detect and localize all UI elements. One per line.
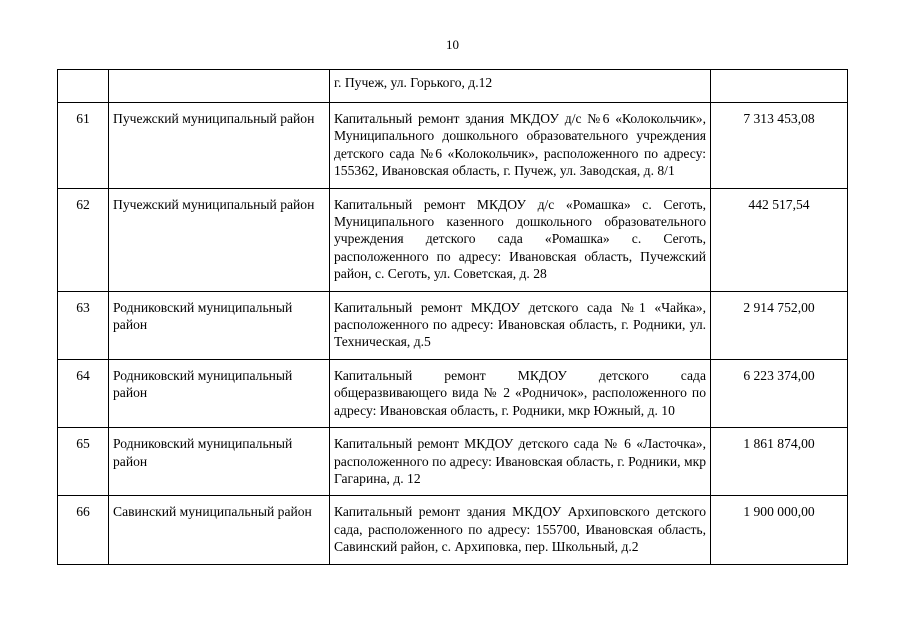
cell-number: 61 xyxy=(58,103,109,189)
cell-number: 66 xyxy=(58,496,109,564)
cell-description: Капитальный ремонт здания МКДОУ д/с №6 «Колокольчик», Муниципального дошкольного образовательного учреждения детского сада №6 «Колокольчик», расположенного по адресу: 155362, Ивановская область, г. Пучеж, ул. Заводская, д. 8/1 xyxy=(330,103,711,189)
cell-district: Родниковский муниципальный район xyxy=(109,428,330,496)
cell-amount: 6 223 374,00 xyxy=(711,359,848,427)
cell-number: 64 xyxy=(58,359,109,427)
cell-description: Капитальный ремонт МКДОУ д/с «Ромашка» с. Сеготь, Муниципального казенного дошкольного образовательного учреждения детского сада «Ромашка» с. Сеготь, расположенного по адресу: Ивановская область, Пучежский район, с. Сеготь, ул. Советская, д. 28 xyxy=(330,188,711,291)
cell-amount: 7 313 453,08 xyxy=(711,103,848,189)
cell-amount: 1 861 874,00 xyxy=(711,428,848,496)
table-row xyxy=(58,496,848,564)
cell-district: Родниковский муниципальный район xyxy=(109,359,330,427)
page-number: 10 xyxy=(446,37,459,52)
table-row-continuation xyxy=(58,70,848,103)
table-row xyxy=(58,103,848,189)
cell-amount xyxy=(711,70,848,103)
cell-description: Капитальный ремонт МКДОУ детского сада № 6 «Ласточка», расположенного по адресу: Ивановская область, г. Родники, мкр Гагарина, д. 12 xyxy=(330,428,711,496)
cell-description: Капитальный ремонт МКДОУ детского сада №1 «Чайка», расположенного по адресу: Ивановская область, г. Родники, ул. Техническая, д.5 xyxy=(330,291,711,359)
cell-district xyxy=(109,70,330,103)
cell-number: 63 xyxy=(58,291,109,359)
cell-description: Капитальный ремонт МКДОУ детского сада общеразвивающего вида № 2 «Родничок», расположенного по адресу: Ивановская область, г. Родники, мкр Южный, д. 10 xyxy=(330,359,711,427)
table-row xyxy=(58,428,848,496)
table-row xyxy=(58,359,848,427)
cell-amount: 2 914 752,00 xyxy=(711,291,848,359)
cell-amount: 1 900 000,00 xyxy=(711,496,848,564)
cell-description: Капитальный ремонт здания МКДОУ Архиповского детского сада, расположенного по адресу: 155700, Ивановская область, Савинский район, с. Архиповка, пер. Школьный, д.2 xyxy=(330,496,711,564)
table-row xyxy=(58,291,848,359)
cell-district: Пучежский муниципальный район xyxy=(109,103,330,189)
cell-number: 62 xyxy=(58,188,109,291)
cell-amount: 442 517,54 xyxy=(711,188,848,291)
cell-number xyxy=(58,70,109,103)
table-row xyxy=(58,188,848,291)
cell-number: 65 xyxy=(58,428,109,496)
cell-district: Савинский муниципальный район xyxy=(109,496,330,564)
cell-district: Пучежский муниципальный район xyxy=(109,188,330,291)
cell-district: Родниковский муниципальный район xyxy=(109,291,330,359)
funding-table xyxy=(57,69,848,565)
cell-description: г. Пучеж, ул. Горького, д.12 xyxy=(330,70,711,103)
